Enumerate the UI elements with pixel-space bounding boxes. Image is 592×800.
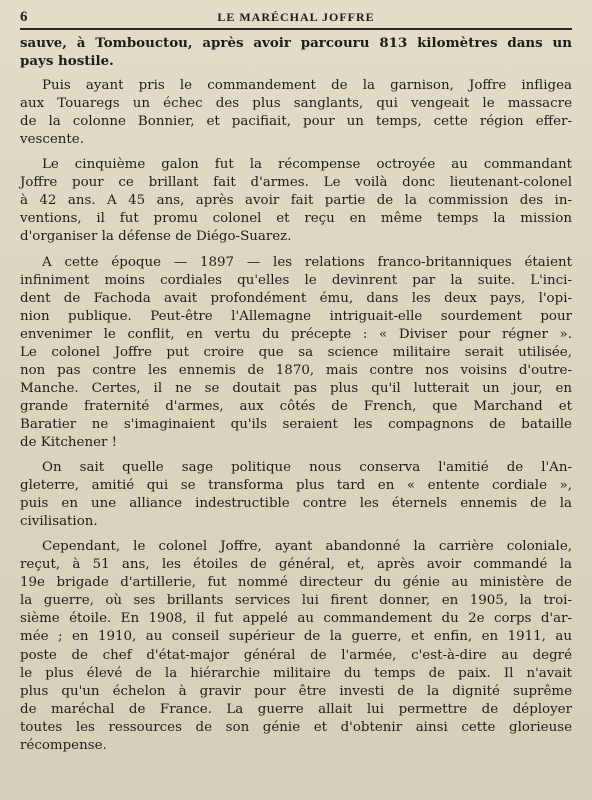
text-line: le plus élevé de la hiérarchie militaire du temps de paix. Il n'avait [20,665,572,681]
text-line: sième étoile. En 1908, il fut appelé au commandement du 2e corps d'ar- [20,611,572,627]
text-line: de maréchal de France. La guerre allait lui permettre de déployer [20,701,572,717]
text-line: Puis ayant pris le commandement de la garnison, Joffre infligea [42,78,572,94]
text-line: reçut, à 51 ans, les étoiles de général, et, après avoir commandé la [20,557,572,573]
text-line: plus qu'un échelon à gravir pour être investi de la dignité suprême [20,683,572,699]
text-line: Joffre pour ce brillant fait d'armes. Le voilà donc lieutenant-colonel [20,175,572,191]
text-line: Manche. Certes, il ne se doutait pas plus qu'il lutterait un jour, en [20,380,572,396]
paragraph-4 [20,254,572,453]
text-line: Le cinquième galon fut la récompense octroyée au commandant [42,157,572,173]
text-line: civilisation. [20,514,98,530]
text-line: A cette époque — 1897 — les relations franco-britanniques étaient [42,254,572,270]
text-line: de Kitchener ! [20,434,118,450]
paragraph-5 [20,459,572,531]
page-number: 6 [20,8,28,25]
text-line: d'organiser la défense de Diégo-Suarez. [20,229,292,245]
text-line: pays hostile. [20,53,114,70]
text-line: ventions, il fut promu colonel et reçu en même temps la mission [20,211,572,227]
body-text [20,34,572,755]
text-line: dent de Fachoda avait profondément ému, dans les deux pays, l'opi- [20,290,572,306]
text-line: vescente. [20,132,84,148]
text-line: Baratier ne s'imaginaient qu'ils seraient les compagnons de bataille [20,416,572,432]
paragraph-6 [20,538,572,755]
text-line: mée ; en 1910, au conseil supérieur de la guerre, et enfin, en 1911, au [20,629,572,645]
text-line: récompense. [20,737,107,753]
text-line: Cependant, le colonel Joffre, ayant abandonné la carrière coloniale, [42,539,572,555]
text-line: la guerre, où ses brillants services lui firent donner, en 1905, la troi- [20,593,572,609]
page-header [20,6,572,30]
text-line: toutes les ressources de son génie et d'obtenir ainsi cette glorieuse [20,719,572,735]
text-line: On sait quelle sage politique nous conserva l'amitié de l'An- [42,460,572,476]
text-line: nion publique. Peut-être l'Allemagne intriguait-elle sourdement pour [20,308,572,324]
text-line: à 42 ans. A 45 ans, après avoir fait partie de la commission des in- [20,193,572,209]
paragraph-2 [20,77,572,149]
text-line: envenimer le conflit, en vertu du précepte : « Diviser pour régner ». [20,326,572,342]
text-line: grande fraternité d'armes, aux côtés de French, que Marchand et [20,398,572,414]
text-line: poste de chef d'état-major général de l'armée, c'est-à-dire au degré [20,647,572,663]
text-line: aux Touaregs un échec des plus sanglants, qui vengeait le massacre [20,96,572,112]
text-line: Le colonel Joffre put croire que sa science militaire serait utilisée, [20,344,572,360]
text-line: de la colonne Bonnier, et pacifiait, pour un temps, cette région effer- [20,114,572,130]
text-line: non pas contre les ennemis de 1870, mais contre nos voisins d'outre- [20,362,572,378]
text-line: puis en une alliance indestructible contre les éternels ennemis de la [20,496,572,512]
text-line: 19e brigade d'artillerie, fut nommé directeur du génie au ministère de [20,575,572,591]
text-line: sauve, à Tombouctou, après avoir parcouru 813 kilomètres dans un [20,35,572,51]
text-line: gleterre, amitié qui se transforma plus tard en « entente cordiale », [20,478,572,494]
paragraph-1 [20,34,572,70]
running-head: LE MARÉCHAL JOFFRE [217,9,375,24]
text-line: infiniment moins cordiales qu'elles le devinrent par la suite. L'inci- [20,272,572,288]
paragraph-3 [20,156,572,246]
